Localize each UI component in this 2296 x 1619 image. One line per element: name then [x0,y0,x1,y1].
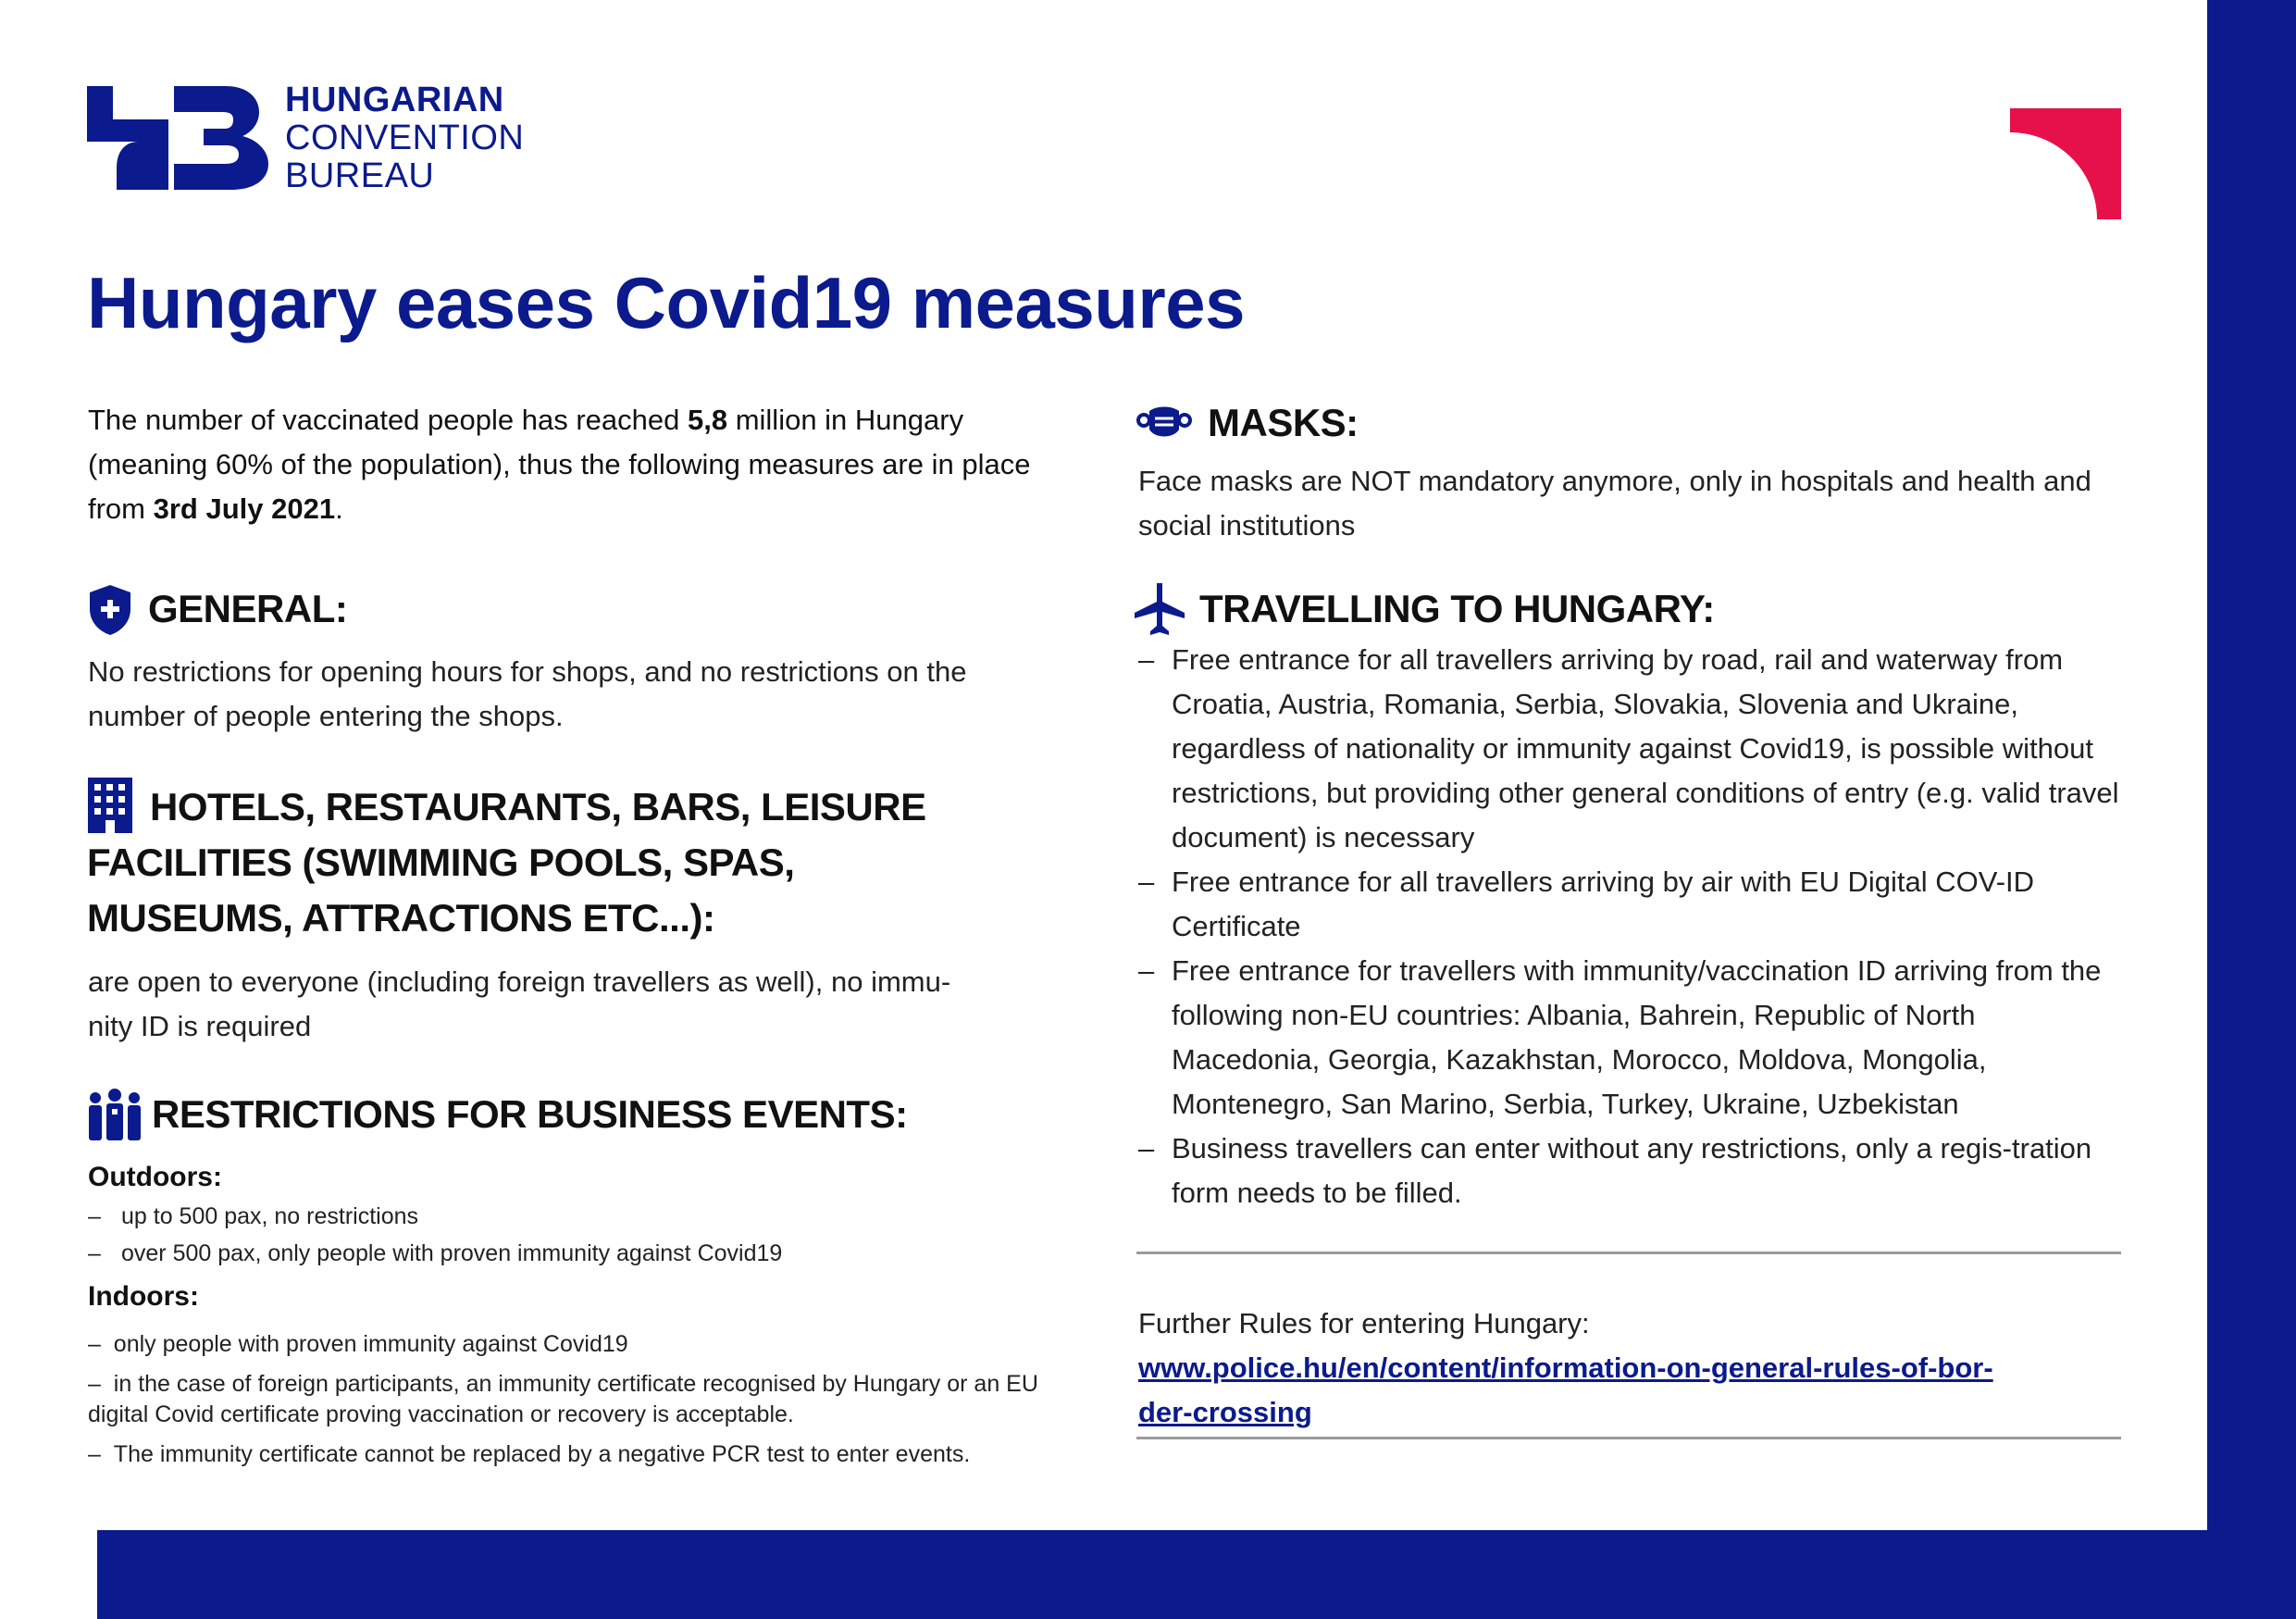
logo-wordmark [285,81,524,195]
intro-paragraph [88,398,1050,531]
outdoors-list [88,1202,1069,1269]
airplane-icon [1135,583,1185,635]
bottom-border-band [97,1530,2296,1619]
list-item: – The immunity certificate cannot be replaced by a negative PCR test to enter events. [88,1441,971,1467]
link-line-1[interactable]: www.police.hu/en/content/information-on-general-rules-of-bor- [1138,1351,1993,1384]
hotels-heading-line-1: HOTELS, RESTAURANTS, BARS, LEISURE [150,785,926,828]
list-item: – Free entrance for travellers with immunity/vaccination ID arriving from the following non-EU countries: Albania, Bahrein, Republic of North Macedonia, Georgia, Kazakhstan, Morocco, Moldova, Mongolia, Montenegro, San Marino, Serbia, Turkey, Ukraine, Uzbekistan [1138,949,2119,1127]
outdoors-label: Outdoors: [88,1162,222,1192]
link-line-2[interactable]: der-crossing [1138,1396,1312,1428]
logo-line-3: BUREAU [285,156,435,195]
hotels-text-line-2: nity ID is required [88,1010,312,1042]
face-mask-icon [1136,405,1192,441]
divider-top [1136,1252,2121,1254]
hcb-logo-mark [87,86,268,190]
shield-plus-icon [90,585,130,635]
indoors-label: Indoors: [88,1281,199,1312]
intro-text-2: million in Hungary (meaning 60% of the population), thus the following measures are in place from [88,404,1031,525]
list-item: – up to 500 pax, no restrictions [88,1202,1069,1232]
hotels-text-line-1: are open to everyone (including foreign travellers as well), no immu- [88,965,951,998]
list-item: – over 500 pax, only people with proven immunity against Covid19 [88,1239,1069,1269]
accent-corner-shape [2010,108,2121,219]
right-border-band [2207,0,2296,1619]
general-text: No restrictions for opening hours for shops, and no restrictions on the number of people entering the shops. [88,655,967,732]
intro-bold-1: 5,8 [687,404,728,436]
general-heading: GENERAL: [148,587,348,630]
further-rules-link[interactable] [1138,1346,1993,1435]
divider-bottom [1136,1437,2121,1439]
intro-text-1: The number of vaccinated people has reached [88,404,688,436]
travelling-list [1138,638,2119,1215]
building-icon [88,778,132,833]
logo-line-2: CONVENTION [285,118,525,157]
further-rules-label: Further Rules for entering Hungary: [1138,1307,1590,1339]
masks-text: Face masks are NOT mandatory anymore, only in hospitals and health and social institutions [1138,465,2091,542]
business-heading: RESTRICTIONS FOR BUSINESS EVENTS: [152,1092,908,1136]
list-item: – Free entrance for all travellers arriving by air with EU Digital COV-ID Certificate [1138,860,2119,949]
travelling-heading: TRAVELLING TO HUNGARY: [1199,587,1715,630]
logo-line-1: HUNGARIAN [285,81,504,119]
intro-text-3: . [335,492,343,525]
list-item: – in the case of foreign participants, an immunity certificate recognised by Hungary or an EU digital Covid certificate proving vaccination or recovery is acceptable. [88,1371,1038,1427]
page-title: Hungary eases Covid19 measures [87,262,1245,343]
list-item: – Free entrance for all travellers arriving by road, rail and waterway from Croatia, Austria, Romania, Serbia, Slovakia, Slovenia and Ukraine, regardless of nationality or immunity against Covid19, is possible without restrictions, but providing other general conditions of entry (e.g. valid travel document) is necessary [1138,638,2119,860]
indoors-list [88,1329,1069,1470]
masks-heading: MASKS: [1208,401,1359,444]
hotels-heading-line-3: MUSEUMS, ATTRACTIONS ETC...): [87,896,715,940]
people-icon [86,1089,143,1140]
list-item: – only people with proven immunity against Covid19 [88,1331,628,1357]
list-item: – Business travellers can enter without any restrictions, only a regis-tration form needs to be filled. [1138,1127,2119,1215]
hotels-heading-line-2: FACILITIES (SWIMMING POOLS, SPAS, [87,841,795,884]
intro-bold-2: 3rd July 2021 [153,492,336,525]
